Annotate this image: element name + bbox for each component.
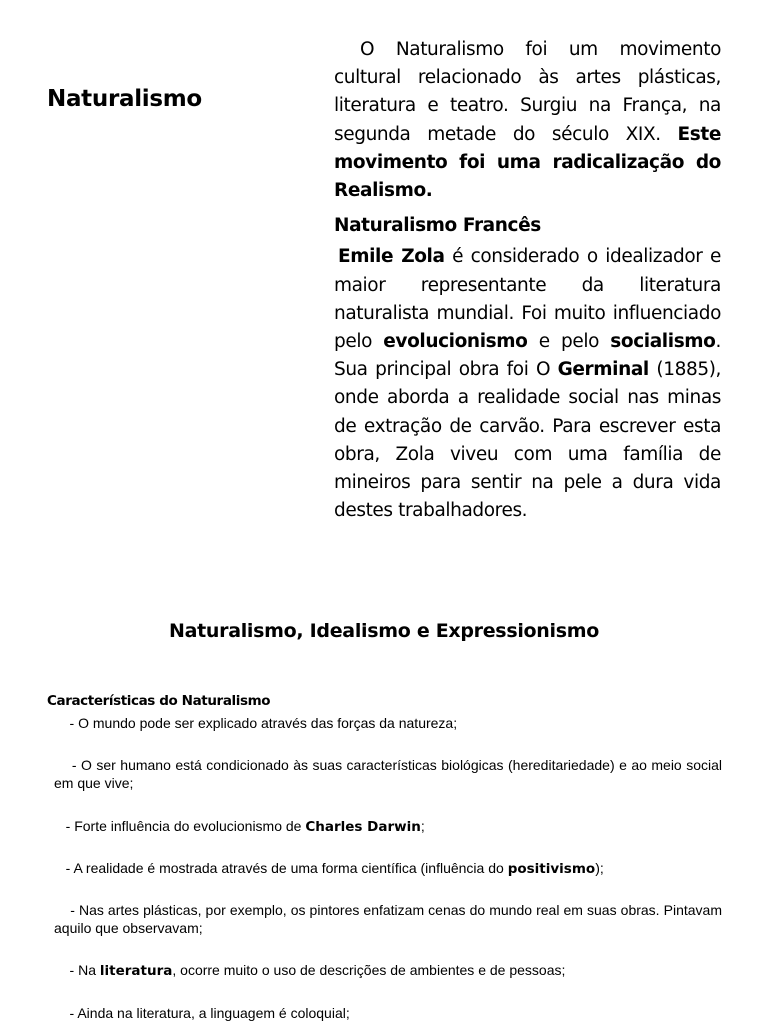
list-item-text: , ocorre muito o uso de descrições de ambientes e de pessoas; <box>172 962 566 978</box>
text-segment: é considerado o idealizador e maior representante da literatura naturalista mundial. Foi muito influenciado pelo <box>334 246 721 353</box>
list-item <box>54 714 722 732</box>
bold-emile-zola: Emile Zola <box>338 246 445 268</box>
list-item-text: - O mundo pode ser explicado através das forças da natureza; <box>54 715 458 731</box>
bold-germinal: Germinal <box>557 359 649 381</box>
bold-charles-darwin: Charles Darwin <box>305 819 421 835</box>
subheading: Naturalismo Francês <box>334 215 541 237</box>
list-item <box>54 859 722 878</box>
list-item-text: - A realidade é mostrada através de uma forma científica (influência do <box>54 860 508 876</box>
bold-evolucionismo: evolucionismo <box>383 331 528 353</box>
list-item-text: ); <box>595 860 604 876</box>
bold-socialismo: socialismo <box>610 331 716 353</box>
list-item-text: - Forte influência do evolucionismo de <box>54 818 306 834</box>
list-item <box>54 1004 722 1022</box>
list-item <box>54 901 726 937</box>
list-item-text: ; <box>420 818 425 834</box>
intro-paragraph <box>334 36 721 205</box>
bold-literatura: literatura <box>99 963 173 979</box>
list-item-text: - Nas artes plásticas, por exemplo, os pintores enfatizam cenas do mundo real em suas obras. Pintavam aquilo que observavam; <box>54 902 726 936</box>
document-title: Naturalismo <box>47 86 202 112</box>
intro-bold-text: Este movimento foi uma radicalização do Realismo. <box>334 123 721 202</box>
text-segment: e pelo <box>527 331 611 353</box>
text-segment: (1885), onde aborda a realidade social nas minas de extração de carvão. Para escrever esta obra, Zola viveu com uma família de mineiros para sentir na pele a dura vida destes trabalhadores. <box>334 359 721 522</box>
bold-positivismo: positivismo <box>507 861 596 877</box>
characteristics-title: Características do Naturalismo <box>47 693 271 709</box>
text-segment: . Sua principal obra foi O <box>334 331 721 381</box>
list-item <box>54 961 722 980</box>
list-item <box>54 756 726 792</box>
list-item-text: - Ainda na literatura, a linguagem é coloquial; <box>54 1005 350 1021</box>
section-title: Naturalismo, Idealismo e Expressionismo <box>169 620 599 642</box>
list-item <box>54 817 722 836</box>
intro-column <box>334 36 721 525</box>
intro-text: O Naturalismo foi um movimento cultural relacionado às artes plásticas, literatura e teatro. Surgiu na França, na segunda metade do século XIX. <box>334 39 721 145</box>
list-item-text: - O ser humano está condicionado às suas características biológicas (hereditariedade) e ao meio social em que vive; <box>54 757 726 791</box>
list-item-text: - Na <box>54 962 100 978</box>
zola-paragraph <box>334 243 721 525</box>
